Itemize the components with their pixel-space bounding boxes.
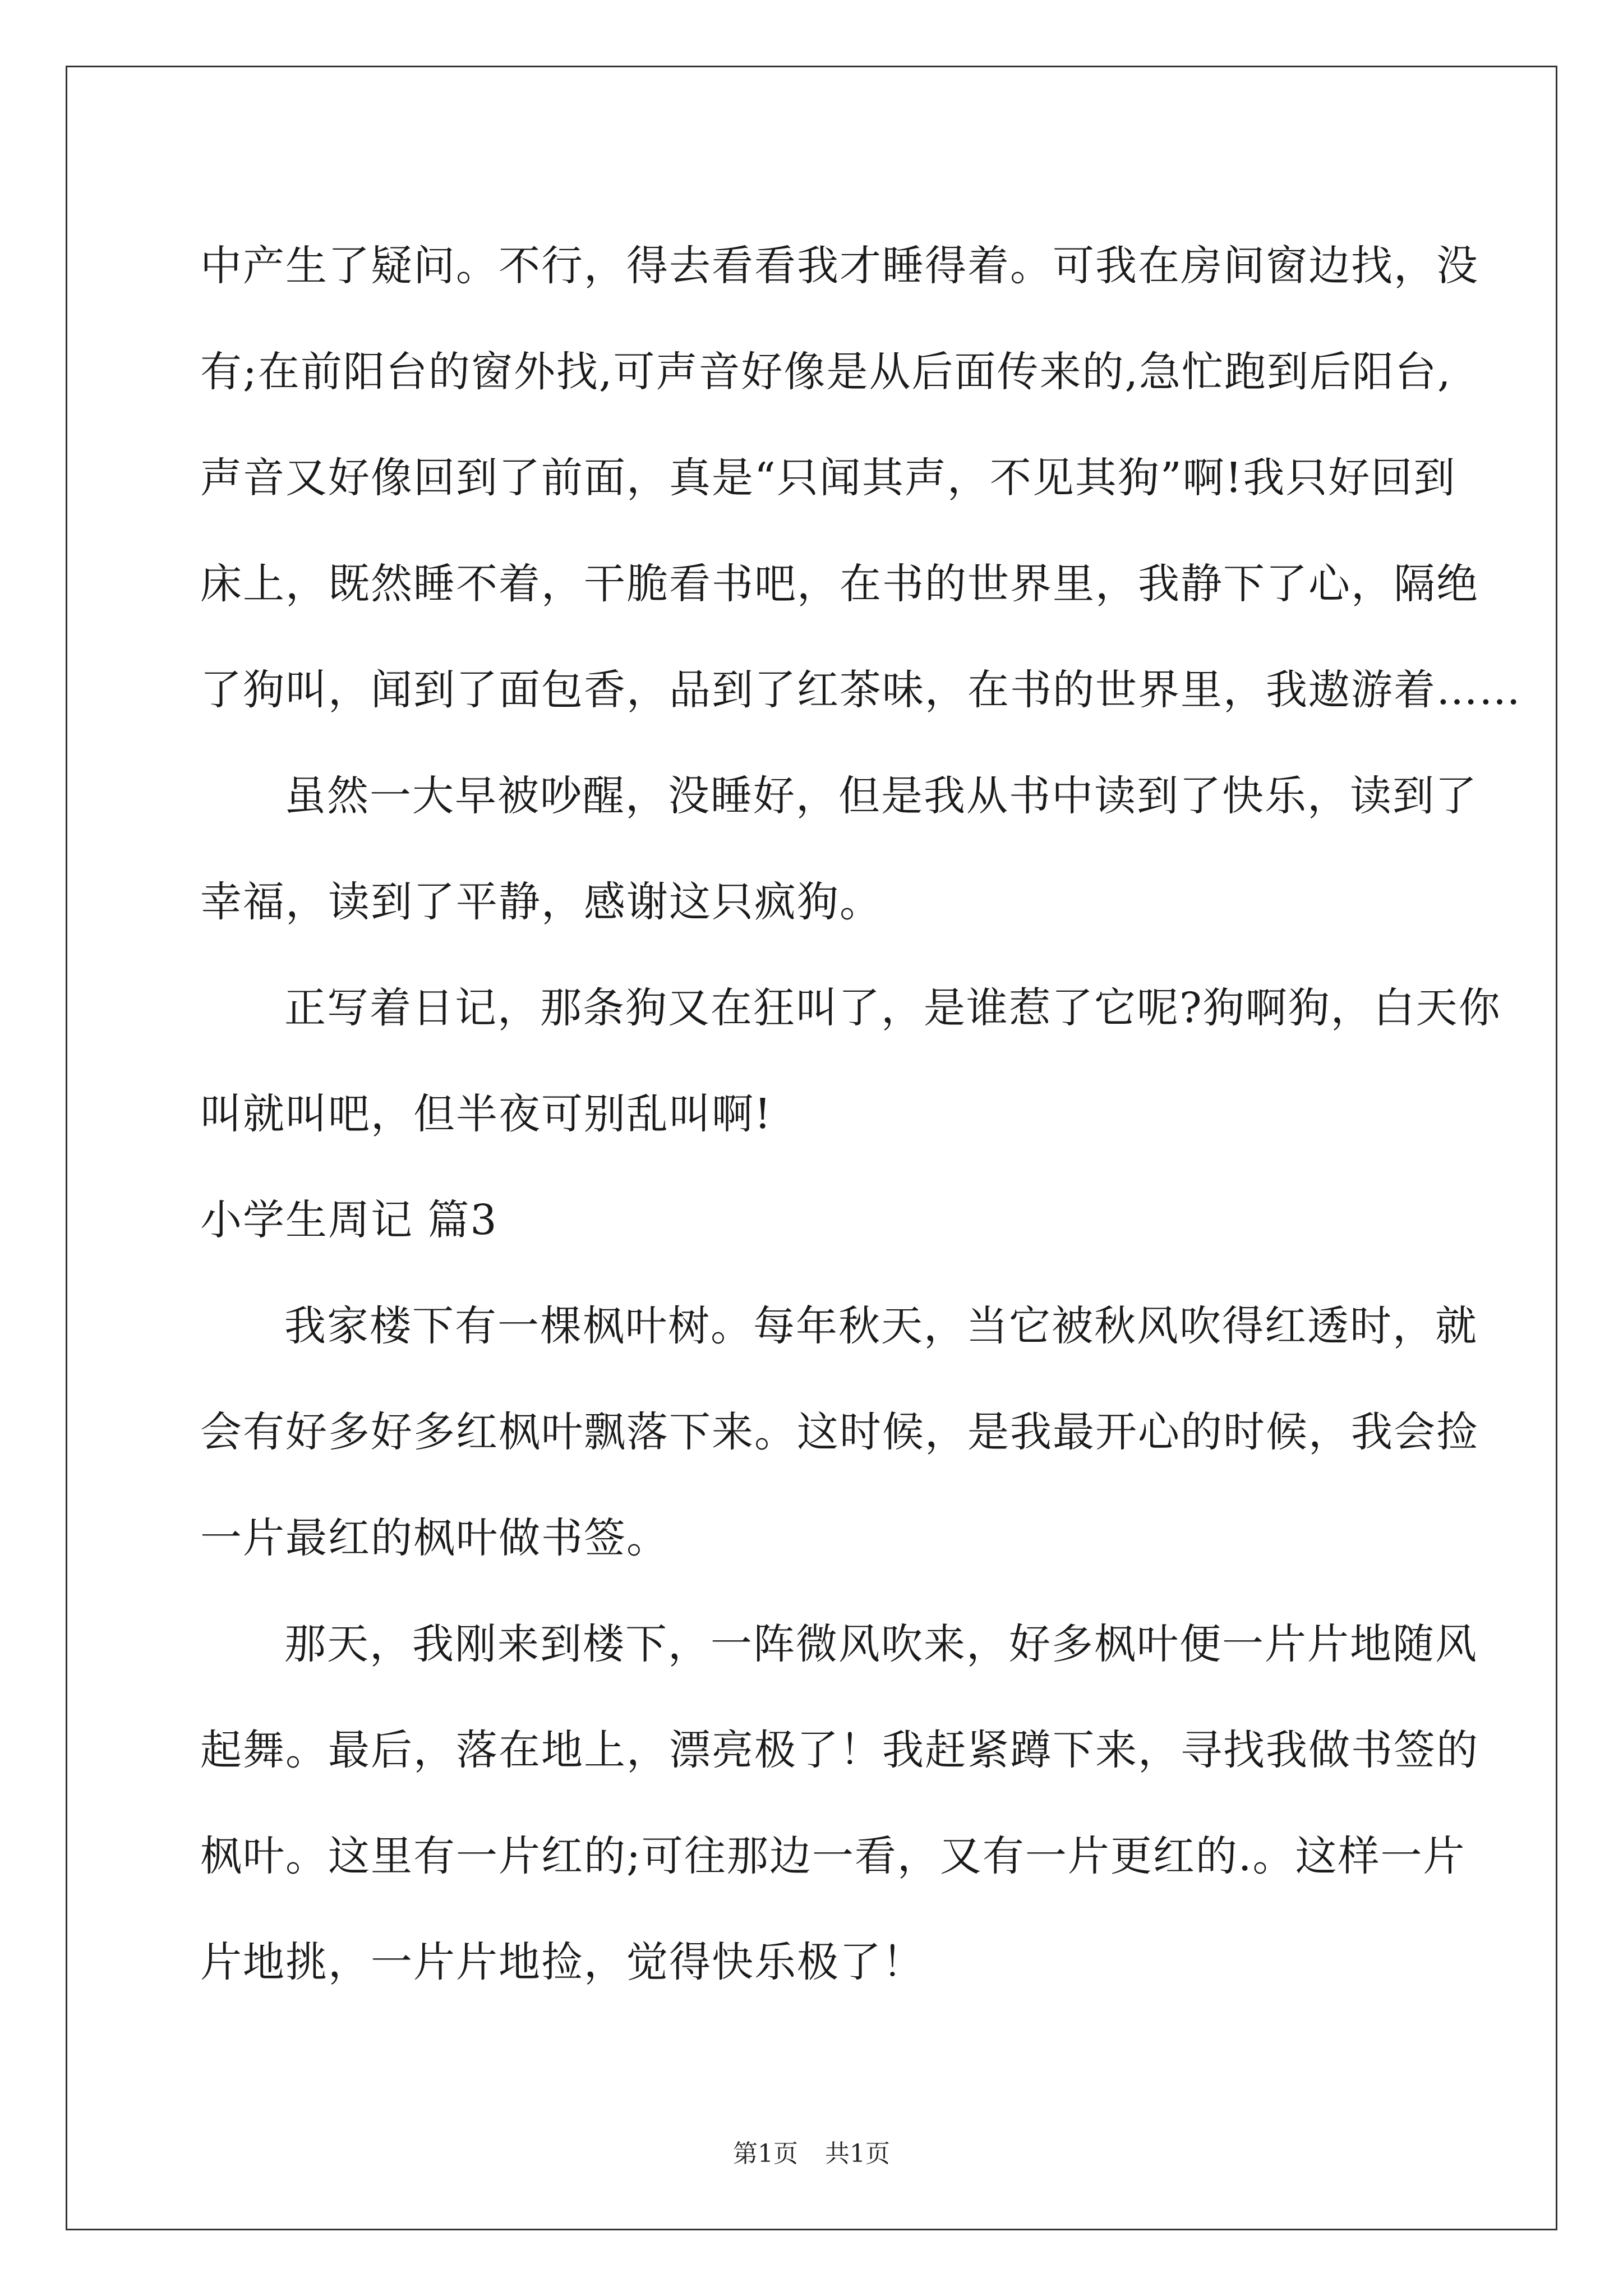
paragraph <box>200 955 1501 1167</box>
page-total: 共1页 <box>825 2139 890 2168</box>
text-line: 正写着日记，那条狗又在狂叫了，是谁惹了它呢?狗啊狗，白天你 <box>284 984 1501 1032</box>
text-line: 有;在前阳台的窗外找,可声音好像是从后面传来的,急忙跑到后阳台, <box>200 348 1452 396</box>
text-line: 片地挑，一片片地捡，觉得快乐极了！ <box>200 1938 925 1986</box>
text-line: 了狗叫，闻到了面包香，品到了红茶味，在书的世界里，我遨游着…… <box>200 666 1521 714</box>
text-line: 中产生了疑问。不行，得去看看我才睡得着。可我在房间窗边找，没 <box>200 242 1479 290</box>
document-body <box>200 213 1521 2016</box>
section-heading: 小学生周记 篇3 <box>200 1196 498 1244</box>
text-line: 虽然一大早被吵醒，没睡好，但是我从书中读到了快乐，读到了 <box>284 772 1478 820</box>
paragraph <box>200 213 1521 743</box>
page-number: 第1页 <box>733 2139 798 2168</box>
text-line: 幸福，读到了平静，感谢这只疯狗。 <box>200 878 882 926</box>
text-line: 起舞。最后，落在地上，漂亮极了！我赶紧蹲下来，寻找我做书签的 <box>200 1726 1479 1774</box>
paragraph <box>200 743 1478 955</box>
text-line: 枫叶。这里有一片红的;可往那边一看，又有一片更红的.。这样一片 <box>200 1832 1466 1880</box>
page-footer <box>0 2137 1623 2171</box>
paragraph <box>200 1591 1479 2016</box>
text-line: 那天，我刚来到楼下，一阵微风吹来，好多枫叶便一片片地随风 <box>284 1620 1478 1668</box>
text-line: 会有好多好多红枫叶飘落下来。这时候，是我最开心的时候，我会捡 <box>200 1408 1479 1456</box>
text-line: 叫就叫吧，但半夜可别乱叫啊! <box>200 1090 772 1138</box>
text-line: 声音又好像回到了前面，真是“只闻其声，不见其狗”啊!我只好回到 <box>200 454 1456 502</box>
paragraph <box>200 1273 1479 1591</box>
text-line: 床上，既然睡不着，干脆看书吧，在书的世界里，我静下了心，隔绝 <box>200 560 1479 608</box>
text-line: 我家楼下有一棵枫叶树。每年秋天，当它被秋风吹得红透时，就 <box>284 1302 1478 1350</box>
text-line: 一片最红的枫叶做书签。 <box>200 1514 669 1562</box>
